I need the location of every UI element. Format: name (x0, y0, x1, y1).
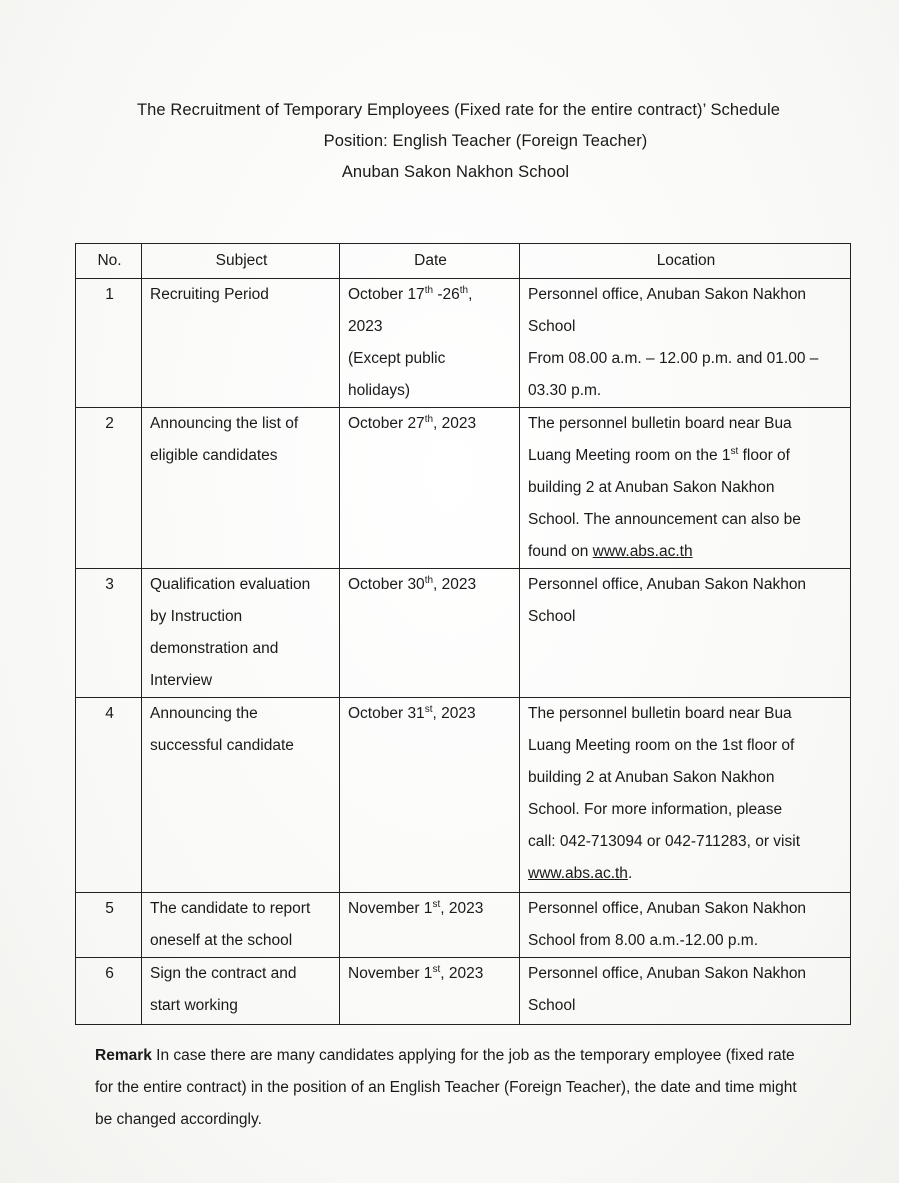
remark-text: In case there are many candidates applying for the job as the temporary employee (fixed rate for the entire contract) in the position of an English Teacher (Foreign Teacher), the date and time might be changed accordingly. (95, 1047, 797, 1128)
date-text: , 2023 (Except public holidays) (348, 286, 473, 399)
website-link[interactable]: www.abs.ac.th (592, 543, 693, 560)
row-date (340, 958, 520, 1025)
row-location: Personnel office, Anuban Sakon Nakhon School (520, 958, 851, 1025)
date-text: October 30 (348, 576, 425, 593)
date-text: , 2023 (440, 965, 484, 982)
date-text: , 2023 (440, 900, 484, 917)
date-text: October 31 (348, 705, 425, 722)
location-text: The personnel bulletin board near Bua Luang Meeting room on the 1st floor of building 2 at Anuban Sakon Nakhon School. For more information, please call: 042-713094 or 042-711283, or visit (528, 705, 800, 850)
date-ordinal: th (424, 284, 434, 296)
row-date (340, 698, 520, 893)
table-row (76, 893, 851, 958)
row-subject: Announcing the list of eligible candidates (142, 408, 340, 569)
document-header (0, 95, 899, 188)
website-link[interactable]: www.abs.ac.th (528, 865, 628, 882)
header-subject: Subject (142, 244, 340, 279)
row-location (520, 408, 851, 569)
row-number: 3 (76, 569, 142, 698)
location-text: . (627, 865, 633, 882)
date-text: , 2023 (433, 415, 477, 432)
date-text: , 2023 (433, 576, 477, 593)
row-location (520, 698, 851, 893)
row-subject: Qualification evaluation by Instruction demonstration and Interview (142, 569, 340, 698)
row-date (340, 569, 520, 698)
floor-ordinal: st (730, 445, 739, 457)
location-text: floor of building 2 at Anuban Sakon Nakhon School. The announcement can also be found on (528, 447, 801, 560)
school-name: Anuban Sakon Nakhon School (341, 163, 570, 181)
row-number: 2 (76, 408, 142, 569)
date-ordinal: th (424, 413, 434, 425)
date-ordinal: st (432, 898, 441, 910)
row-date (340, 893, 520, 958)
date-ordinal: th (424, 574, 434, 586)
position-title: Position: English Teacher (Foreign Teacher) (323, 132, 648, 150)
header-date: Date (340, 244, 520, 279)
row-number: 1 (76, 279, 142, 408)
table-header-row (76, 244, 851, 279)
date-text: October 17 (348, 286, 425, 303)
date-text: -26 (433, 286, 460, 303)
row-number: 4 (76, 698, 142, 893)
date-text: November 1 (348, 900, 433, 917)
row-number: 5 (76, 893, 142, 958)
remark-label: Remark (95, 1047, 152, 1064)
table-row (76, 958, 851, 1025)
row-subject: Announcing the successful candidate (142, 698, 340, 893)
header-no: No. (76, 244, 142, 279)
document-title: The Recruitment of Temporary Employees (Fixed rate for the entire contract)’ Schedule (136, 101, 781, 119)
date-ordinal: th (459, 284, 469, 296)
table-row (76, 569, 851, 698)
row-date (340, 279, 520, 408)
remark-paragraph (95, 1040, 815, 1136)
table-row (76, 279, 851, 408)
header-location: Location (520, 244, 851, 279)
row-date (340, 408, 520, 569)
row-subject: The candidate to report oneself at the school (142, 893, 340, 958)
row-number: 6 (76, 958, 142, 1025)
row-subject: Sign the contract and start working (142, 958, 340, 1025)
row-location: Personnel office, Anuban Sakon Nakhon School from 8.00 a.m.-12.00 p.m. (520, 893, 851, 958)
date-text: November 1 (348, 965, 433, 982)
row-subject: Recruiting Period (142, 279, 340, 408)
schedule-table (75, 243, 851, 1025)
location-text: The personnel bulletin board near Bua Luang Meeting room on the 1 (528, 415, 792, 464)
table-row (76, 698, 851, 893)
row-location: Personnel office, Anuban Sakon Nakhon School From 08.00 a.m. – 12.00 p.m. and 01.00 – 03.30 p.m. (520, 279, 851, 408)
date-text: , 2023 (432, 705, 476, 722)
table-row (76, 408, 851, 569)
date-text: October 27 (348, 415, 425, 432)
date-ordinal: st (432, 963, 441, 975)
date-ordinal: st (424, 703, 433, 715)
row-location: Personnel office, Anuban Sakon Nakhon School (520, 569, 851, 698)
